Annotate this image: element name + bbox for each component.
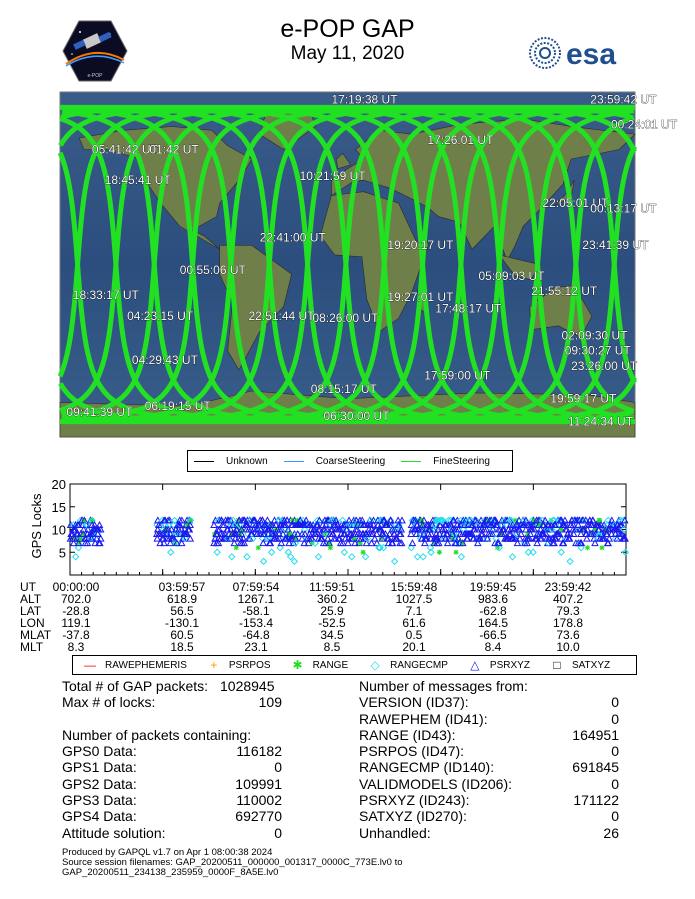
orbit-time-label: 05:09:03 UT bbox=[478, 268, 545, 283]
orbit-time-label: 08:15:17 UT bbox=[310, 381, 377, 396]
orbit-cell: 1267.1 bbox=[237, 592, 275, 606]
stat-label: Attitude solution: bbox=[62, 824, 166, 841]
stat-value: 0 bbox=[611, 710, 619, 727]
orbit-cell: 19:59:45 bbox=[469, 580, 517, 594]
legend-label: SATXYZ bbox=[571, 659, 611, 671]
orbit-cell: -52.5 bbox=[318, 616, 346, 630]
stat-value: 164951 bbox=[572, 726, 619, 743]
orbit-time-label: 17:48:17 UT bbox=[435, 301, 502, 316]
range-point bbox=[599, 545, 604, 550]
y-tick-label: 10 bbox=[51, 522, 66, 538]
orbit-cell: 407.2 bbox=[552, 592, 584, 606]
y-ticks bbox=[52, 477, 626, 560]
legend-psrxyz bbox=[466, 658, 530, 672]
orbit-cell: 61.6 bbox=[402, 616, 426, 630]
gps-locks-chart bbox=[30, 476, 670, 588]
legend-label: PSRPOS bbox=[228, 659, 271, 671]
orbit-time-label: 18:33:17 UT bbox=[72, 288, 139, 302]
stat-label: VERSION (ID37): bbox=[359, 694, 469, 711]
footer bbox=[62, 848, 403, 878]
rangecmp-point bbox=[291, 558, 297, 564]
legend-marker: — bbox=[84, 658, 96, 672]
orbit-row-label: LON bbox=[20, 616, 45, 630]
stat-row bbox=[359, 808, 619, 824]
legend-fine bbox=[401, 456, 490, 467]
orbit-row-alt bbox=[20, 593, 680, 605]
rangecmp-point bbox=[214, 549, 220, 555]
stat-row bbox=[62, 792, 282, 808]
stat-value: 692770 bbox=[235, 808, 282, 825]
packets-containing-header: Number of packets containing: bbox=[62, 726, 252, 743]
stat-value: 0 bbox=[611, 694, 619, 711]
orbit-cell: 00:00:00 bbox=[52, 580, 100, 594]
orbit-time-label: 23:41:39 UT bbox=[582, 238, 649, 253]
legend-coarse-label: CoarseSteering bbox=[315, 455, 386, 467]
legend-label: RANGECMP bbox=[390, 659, 448, 671]
orbit-time-label: 11:24:34 UT bbox=[567, 414, 634, 429]
stat-row bbox=[359, 759, 619, 775]
orbit-cell: 164.5 bbox=[477, 616, 509, 630]
legend-psrpos bbox=[205, 658, 271, 672]
orbit-row-label: ALT bbox=[20, 592, 42, 606]
orbit-time-label: 04:23:15 UT bbox=[127, 309, 194, 324]
orbit-cell: 11:59:51 bbox=[309, 580, 355, 594]
orbit-cell: 34.5 bbox=[320, 628, 344, 642]
orbit-cell: 702.0 bbox=[60, 592, 92, 606]
orbit-time-label: 09:30:27 UT bbox=[564, 343, 631, 358]
stat-row bbox=[359, 792, 619, 808]
orbit-cell: 60.5 bbox=[170, 628, 194, 642]
total-packets-label: Total # of GAP packets: bbox=[62, 678, 209, 694]
stat-value: 110002 bbox=[236, 792, 282, 809]
stat-label: GPS4 Data: bbox=[62, 808, 137, 825]
message-legend bbox=[72, 655, 637, 675]
orbit-time-label: 22:51:44 UT bbox=[248, 309, 315, 324]
rangecmp-point bbox=[458, 554, 464, 560]
stat-label: RAWEPHEM (ID41): bbox=[359, 710, 488, 727]
range-point bbox=[585, 545, 590, 550]
page-title: e-POP GAP bbox=[280, 15, 415, 43]
psrxyz-point bbox=[264, 517, 270, 523]
legend-fine-label: FineSteering bbox=[433, 455, 490, 467]
range-point bbox=[437, 550, 442, 555]
rangecmp-point bbox=[567, 558, 573, 564]
orbit-cell: 07:59:54 bbox=[232, 580, 280, 594]
rangecmp-point bbox=[244, 554, 250, 560]
footer-produced: Produced by GAPQL v1.7 on Apr 1 08:00:38 2024 bbox=[62, 847, 273, 858]
orbit-cell: 8.3 bbox=[67, 640, 85, 654]
total-packets-value: 1028945 bbox=[220, 678, 275, 694]
orbit-row-label: LAT bbox=[20, 604, 42, 618]
orbit-cell: 25.9 bbox=[320, 604, 344, 618]
stat-value: 109991 bbox=[235, 775, 282, 792]
rangecmp-point bbox=[261, 558, 267, 564]
legend-marker: + bbox=[210, 658, 218, 672]
legend-marker: ◇ bbox=[370, 658, 380, 672]
psrxyz-point bbox=[409, 540, 415, 546]
stat-row bbox=[62, 759, 282, 775]
stat-value: 691845 bbox=[572, 759, 619, 776]
legend-rawephemeris bbox=[81, 658, 187, 672]
orbit-cell: 7.1 bbox=[405, 604, 423, 618]
stat-row bbox=[359, 743, 619, 759]
stat-label: PSRPOS (ID47): bbox=[359, 743, 465, 760]
stat-value: 26 bbox=[603, 824, 619, 841]
orbit-cell: 79.3 bbox=[556, 604, 580, 618]
rangecmp-point bbox=[509, 554, 515, 560]
stat-value: 0 bbox=[611, 808, 619, 825]
orbit-cell: -58.1 bbox=[242, 604, 270, 618]
esa-logo bbox=[528, 36, 636, 75]
rangecmp-point bbox=[229, 554, 235, 560]
stat-row bbox=[359, 727, 619, 743]
orbit-cell: 23.1 bbox=[244, 640, 268, 654]
orbit-cell: 18.5 bbox=[170, 640, 194, 654]
orbit-row-mlat bbox=[20, 629, 680, 641]
legend-coarse bbox=[284, 456, 385, 467]
rangecmp-point bbox=[349, 554, 355, 560]
stat-label: VALIDMODELS (ID206): bbox=[359, 775, 513, 792]
legend-marker: ✱ bbox=[292, 658, 303, 672]
stat-label: RANGECMP (ID140): bbox=[359, 759, 495, 776]
orbit-cell: 8.4 bbox=[484, 640, 502, 654]
orbit-cell: -28.8 bbox=[62, 604, 90, 618]
stat-label: Unhandled: bbox=[359, 824, 431, 841]
stat-value: 0 bbox=[611, 743, 619, 760]
orbit-cell: 1027.5 bbox=[395, 592, 433, 606]
orbit-cell: 119.1 bbox=[61, 616, 91, 630]
orbit-time-label: 23:26:00 UT bbox=[571, 358, 638, 373]
y-tick-label: 20 bbox=[51, 477, 66, 492]
orbit-cell: -130.1 bbox=[164, 616, 200, 630]
orbit-row-lon bbox=[20, 617, 680, 629]
legend-marker: □ bbox=[553, 658, 561, 672]
legend-label: RAWEPHEMERIS bbox=[105, 659, 187, 671]
stat-label: GPS1 Data: bbox=[62, 759, 137, 776]
stat-label: GPS0 Data: bbox=[62, 743, 137, 760]
y-tick-label: 15 bbox=[51, 499, 66, 515]
rangecmp-point bbox=[341, 549, 347, 555]
range-point bbox=[454, 550, 459, 555]
stat-row bbox=[359, 776, 619, 792]
orbit-cell: -66.5 bbox=[479, 628, 507, 642]
orbit-cell: 360.2 bbox=[316, 592, 348, 606]
orbit-time-label: 00:55:06 UT bbox=[179, 263, 246, 278]
psrxyz-point bbox=[96, 522, 102, 528]
stat-row bbox=[359, 711, 619, 727]
orbit-time-label: 00:24:01 UT bbox=[611, 117, 678, 132]
rangecmp-point bbox=[316, 554, 322, 560]
epop-mission-logo bbox=[62, 20, 128, 82]
rangecmp-point bbox=[558, 549, 564, 555]
packet-stats bbox=[62, 678, 282, 841]
orbit-time-label: 04:29:43 UT bbox=[131, 353, 198, 368]
y-tick-label: 5 bbox=[58, 545, 66, 561]
legend-range bbox=[289, 658, 349, 672]
orbit-time-label: 18:45:41 UT bbox=[104, 173, 171, 187]
stat-label: GPS3 Data: bbox=[62, 792, 137, 809]
orbit-cell: 20.1 bbox=[402, 640, 426, 654]
orbit-time-label: 23:59:42 UT bbox=[590, 92, 657, 107]
footer-source: Source session filenames: GAP_20200511_000000_001317_0000C_773E.lv0 to bbox=[62, 857, 403, 868]
ground-track-map bbox=[60, 92, 678, 437]
stat-row bbox=[62, 825, 282, 841]
orbit-time-label: 22:05:01 UT bbox=[542, 196, 609, 210]
orbit-time-label: 09:41:39 UT bbox=[66, 404, 133, 419]
stat-label: RANGE (ID43): bbox=[359, 726, 456, 743]
orbit-cell: 23:59:42 bbox=[544, 580, 592, 594]
mission-logo-text: e-POP bbox=[87, 73, 103, 79]
orbit-cell: -153.4 bbox=[238, 616, 274, 630]
legend-satxyz bbox=[548, 658, 610, 672]
orbit-cell: 618.9 bbox=[166, 592, 198, 606]
rangecmp-point bbox=[392, 558, 398, 564]
orbit-cell: 15:59:48 bbox=[390, 580, 438, 594]
legend-label: RANGE bbox=[312, 659, 349, 671]
orbit-time-label: 05:41:42 UT bbox=[91, 142, 158, 157]
stat-value: 116182 bbox=[236, 743, 282, 760]
orbit-time-label: 19:59:17 UT bbox=[550, 391, 617, 406]
orbit-cell: -62.8 bbox=[479, 604, 507, 618]
orbit-time-label: 19:27:01 UT bbox=[387, 289, 454, 304]
orbit-cell: 10.0 bbox=[556, 640, 580, 654]
max-locks-value: 109 bbox=[258, 694, 282, 711]
orbit-cell: 983.6 bbox=[477, 592, 509, 606]
legend-unknown-label: Unknown bbox=[226, 455, 268, 467]
steering-legend bbox=[187, 450, 513, 472]
stat-value: 0 bbox=[611, 775, 619, 792]
stat-row bbox=[359, 825, 619, 841]
legend-rangecmp bbox=[366, 658, 448, 672]
stat-label: PSRXYZ (ID243): bbox=[359, 792, 470, 809]
stat-row bbox=[359, 694, 619, 710]
message-stats bbox=[359, 678, 619, 841]
stat-row bbox=[62, 776, 282, 792]
messages-header: Number of messages from: bbox=[359, 678, 528, 694]
stat-value: 0 bbox=[274, 759, 282, 776]
rangecmp-point bbox=[168, 549, 174, 555]
orbit-row-label: MLT bbox=[20, 640, 44, 654]
orbit-time-label: 00:13:17 UT bbox=[590, 201, 657, 216]
orbit-time-label: 21:55:12 UT bbox=[531, 284, 598, 299]
orbit-time-label: 19:20:17 UT bbox=[387, 238, 454, 253]
orbit-cell: -37.8 bbox=[62, 628, 90, 642]
orbit-time-label: 17:26:01 UT bbox=[427, 132, 494, 147]
orbit-cell: -64.8 bbox=[242, 628, 270, 642]
orbit-row-label: UT bbox=[20, 580, 36, 594]
footer-source-end: GAP_20200511_234138_235959_0000F_8A5E.lv0 bbox=[62, 867, 279, 878]
stat-value: 0 bbox=[274, 824, 282, 841]
orbit-time-label: 17:59:00 UT bbox=[424, 368, 491, 383]
stat-value: 171122 bbox=[573, 792, 619, 809]
orbit-time-label: 17:19:38 UT bbox=[331, 92, 398, 107]
orbit-time-label: 10:21:59 UT bbox=[299, 169, 366, 184]
stat-row bbox=[62, 808, 282, 824]
orbit-cell: 03:59:57 bbox=[158, 580, 206, 594]
orbit-row-label: MLAT bbox=[20, 628, 52, 642]
orbit-cell: 73.6 bbox=[556, 628, 580, 642]
orbit-row-mlt bbox=[20, 641, 680, 653]
stat-label: GPS2 Data: bbox=[62, 775, 137, 792]
legend-label: PSRXYZ bbox=[489, 659, 530, 671]
orbit-cell: 0.5 bbox=[405, 628, 423, 642]
orbit-cell: 56.5 bbox=[170, 604, 194, 618]
rangecmp-point bbox=[269, 549, 275, 555]
orbit-cell: 178.8 bbox=[552, 616, 584, 630]
rangecmp-point bbox=[73, 554, 79, 560]
legend-unknown bbox=[194, 456, 268, 467]
esa-logo-text: esa bbox=[566, 38, 617, 71]
y-axis-label: GPS Locks bbox=[29, 493, 44, 559]
range-point bbox=[328, 545, 333, 550]
stat-row bbox=[62, 743, 282, 759]
orbit-info-table bbox=[20, 581, 680, 653]
orbit-time-label: 06:19:15 UT bbox=[144, 399, 211, 414]
legend-marker: △ bbox=[470, 658, 480, 672]
orbit-time-label: 08:26:00 UT bbox=[312, 311, 379, 325]
max-locks-label: Max # of locks: bbox=[62, 694, 156, 711]
orbit-time-label: 01:42 UT bbox=[149, 142, 199, 157]
page-date: May 11, 2020 bbox=[290, 43, 405, 64]
data-points bbox=[67, 517, 628, 564]
orbit-cell: 8.5 bbox=[323, 640, 341, 654]
stat-label: SATXYZ (ID270): bbox=[359, 808, 467, 825]
orbit-time-label: 06:30:00 UT bbox=[323, 408, 390, 423]
orbit-time-label: 02:09:30 UT bbox=[561, 328, 628, 343]
orbit-time-label: 22:41:00 UT bbox=[259, 230, 326, 245]
